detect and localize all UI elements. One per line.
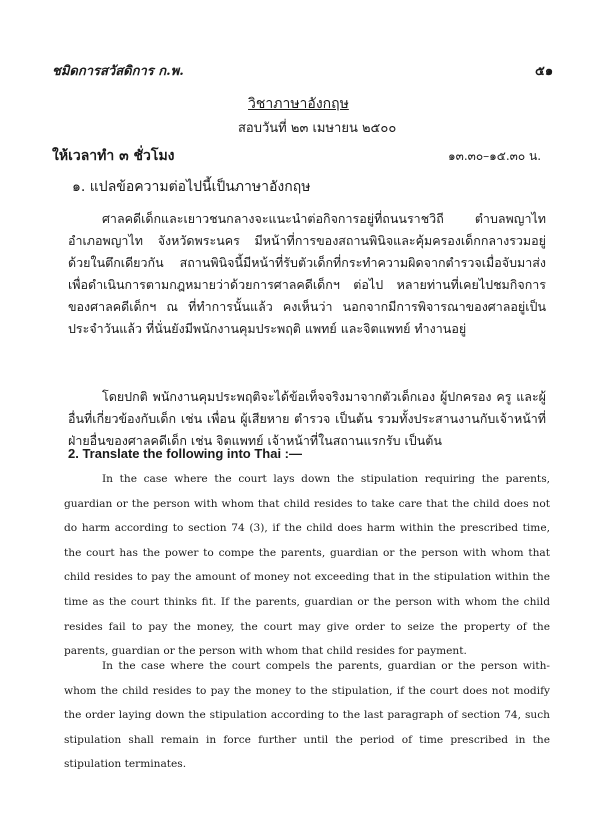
- page-number: ๕๑: [535, 64, 554, 79]
- time-range: ๑๓.๓๐–๑๕.๓๐ น.: [448, 149, 542, 163]
- time-allowed: ให้เวลาทำ ๓ ชั่วโมง: [52, 148, 175, 164]
- question-2-paragraph: In the case where the court lays down the stipulation requiring the parents, guardian or the person with whom that child resides to take care that the child does not do harm according to section 74 (3), if the child does harm within the prescribed time, the court has the power to compe the parents, guardian or the person with whom that child resides to pay the amount of money not exceeding that in the stipulation within the time as the court thinks fit. If the parents, guardian or the person with whom the child resides fail to pay the money, the court may give order to seize the property of the parents, guardian or the person with whom that child resides for payment.: [64, 473, 550, 658]
- question-1-heading: ๑. แปลข้อความต่อไปนี้เป็นภาษาอังกฤษ: [72, 179, 311, 195]
- exam-subject: วิชาภาษาอังกฤษ: [248, 96, 349, 112]
- exam-date: สอบวันที่ ๒๓ เมษายน ๒๕๐๐: [238, 121, 397, 136]
- question-2-heading: 2. Translate the following into Thai :—: [68, 446, 303, 461]
- question-2-paragraph: In the case where the court compels the parents, guardian or the person with-whom the child resides to pay the money to the stipulation, if the court does not modify the order laying down the stipulation according to the last paragraph of section 74, such stipulation shall remain in force further until the period of time prescribed in the stipulation terminates.: [64, 660, 550, 771]
- header-institution: ชมิดการสวัสดิการ ก.พ.: [52, 64, 184, 79]
- question-1-paragraph: ศาลคดีเด็กและเยาวชนกลางจะแนะนำต่อกิจการอยู่ที่ถนนราชวิถี ตำบลพญาไท อำเภอพญาไท จังหวัดพระนคร มีหน้าที่การของสถานพินิจและคุ้มครองเด็กกลางรวมอยู่ด้วยในตึกเดียวกัน สถานพินิจนี้มีหน้าที่รับตัวเด็กที่กระทำความผิดจากตำรวจเมื่อจับมาส่งเพื่อดำเนินการตามกฎหมายว่าด้วยการศาลคดีเด็กฯ ต่อไป หลายท่านที่เคยไปชมกิจการของศาลคดีเด็กฯ ณ ที่ทำการนั้นแล้ว คงเห็นว่า นอกจากมีการพิจารณาของศาลอยู่เป็นประจำวันแล้ว ที่นั่นยังมีพนักงานคุมประพฤติ แพทย์ และจิตแพทย์ ทำงานอยู่: [68, 211, 546, 336]
- question-1-paragraph: โดยปกติ พนักงานคุมประพฤติจะได้ข้อเท็จจริงมาจากตัวเด็กเอง ผู้ปกครอง ครู และผู้อื่นที่เกี่ยวข้องกับเด็ก เช่น เพื่อน ผู้เสียหาย ตำรวจ เป็นต้น รวมทั้งประสานงานกับเจ้าหน้าที่ฝ่ายอื่นของศาลคดีเด็ก เช่น จิตแพทย์ เจ้าหน้าที่ในสถานแรกรับ เป็นต้น: [68, 389, 546, 448]
